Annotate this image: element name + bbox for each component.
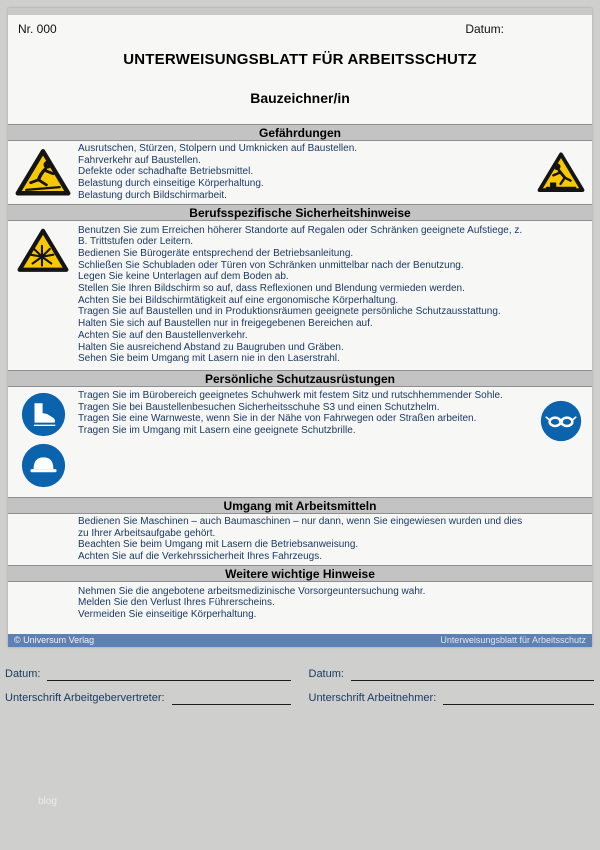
content-line: Achten Sie bei Bildschirmtätigkeit auf eine ergonomische Körperhaltung. [78, 294, 399, 306]
date-line-left [47, 668, 290, 681]
section-content-schutzausruestungen [8, 387, 592, 497]
content-line: Tragen Sie auf Baustellen und in Produktionsräumen geeignete persönliche Schutzausstattung. [78, 306, 501, 318]
content-line: Ausrutschen, Stürzen, Stolpern und Umknicken auf Baustellen. [78, 143, 358, 154]
section-content-arbeitsmittel [8, 514, 592, 565]
page-title: UNTERWEISUNGSBLATT FÜR ARBEITSSCHUTZ [123, 51, 477, 68]
content-line: Fahrverkehr auf Baustellen. [78, 154, 201, 166]
section-content-hinweise [8, 582, 592, 634]
employer-signature-line [172, 692, 291, 705]
job-title: Bauzeichner/in [250, 90, 350, 106]
employer-signature-field [5, 692, 291, 705]
document-date-label: Datum: [465, 22, 504, 36]
content-line: Vermeiden Sie einseitige Körperhaltung. [78, 609, 257, 621]
content-line: Legen Sie keine Unterlagen auf dem Boden ab. [78, 271, 289, 283]
content-line: Bedienen Sie Maschinen – auch Baumaschinen – nur dann, wenn Sie eingewiesen wurden und dies zu Ihrer Arbeitsaufgabe gehört. [78, 515, 523, 539]
trip-hazard-warning-icon [537, 151, 585, 193]
content-line: Sehen Sie beim Umgang mit Lasern nie in den Laserstrahl. [78, 353, 340, 365]
safety-boots-icon [21, 392, 66, 437]
date-label-left: Datum: [5, 668, 41, 680]
content-line: Halten Sie ausreichend Abstand zu Baugruben und Gräben. [78, 341, 344, 353]
date-field-left [5, 668, 291, 681]
date-line-right [351, 668, 594, 681]
gefaehrdungen-text [78, 143, 530, 202]
employee-signature-label: Unterschrift Arbeitnehmer: [308, 692, 437, 704]
section-header-sicherheitshinweise: Berufsspezifische Sicherheitshinweise [8, 204, 592, 221]
content-line: Bedienen Sie Bürogeräte entsprechend der Betriebsanleitung. [78, 247, 354, 259]
content-line: Tragen Sie bei Baustellenbesuchen Sicherheitsschuhe S3 und einen Schutzhelm. [78, 401, 440, 413]
section-header-gefaehrdungen: Gefährdungen [8, 124, 592, 141]
employer-signature-label: Unterschrift Arbeitgebervertreter: [5, 692, 165, 704]
footer-document-type: Unterweisungsblatt für Arbeitsschutz [440, 634, 586, 645]
eye-protection-icon [540, 400, 582, 442]
content-line: Tragen Sie im Umgang mit Lasern eine geeignete Schutzbrille. [78, 425, 356, 437]
employee-signature-line [443, 692, 594, 705]
content-line: Benutzen Sie zum Erreichen höherer Standorte auf Regalen oder Schränken geeignete Aufstiege, z. B. Trittstufen oder Leitern. [78, 224, 523, 248]
safety-helmet-icon [21, 443, 66, 488]
content-line: Tragen Sie im Bürobereich geeignetes Schuhwerk mit festem Sitz und rutschhemmender Sohle. [78, 389, 503, 401]
content-line: Belastung durch einseitige Körperhaltung. [78, 178, 264, 190]
document-header-row [8, 15, 592, 36]
content-line: Defekte oder schadhafte Betriebsmittel. [78, 166, 254, 178]
content-line: Tragen Sie eine Warnweste, wenn Sie in der Nähe von Fahrwegen oder Straßen arbeiten. [78, 413, 477, 425]
laser-warning-icon [17, 227, 69, 273]
content-line: Achten Sie auf die Verkehrssicherheit Ihres Fahrzeugs. [78, 551, 323, 563]
content-line: Halten Sie sich auf Baustellen nur in freigegebenen Bereichen auf. [78, 318, 373, 330]
content-line: Nehmen Sie die angebotene arbeitsmedizinische Vorsorgeuntersuchung wahr. [78, 585, 426, 597]
section-content-gefaehrdungen [8, 141, 592, 204]
content-line: Belastung durch Bildschirmarbeit. [78, 189, 227, 201]
date-label-right: Datum: [308, 668, 344, 680]
content-line: Achten Sie auf den Baustellenverkehr. [78, 329, 248, 341]
content-line: Schließen Sie Schubladen oder Türen von Schränken unmittelbar nach der Benutzung. [78, 259, 464, 271]
section-header-arbeitsmittel: Umgang mit Arbeitsmitteln [8, 497, 592, 514]
date-field-right [309, 668, 595, 681]
publisher-credit: © Universum Verlag [14, 634, 95, 645]
content-line: Beachten Sie beim Umgang mit Lasern die Betriebsanweisung. [78, 539, 359, 551]
watermark-text: blog [38, 796, 57, 807]
document-top-strip [8, 8, 592, 15]
schutzausruestungen-text [78, 390, 530, 494]
section-header-hinweise: Weitere wichtige Hinweise [8, 565, 592, 582]
document-number: Nr. 000 [18, 22, 57, 36]
content-line: Stellen Sie Ihren Bildschirm so auf, dass Reflexionen und Blendung vermieden werden. [78, 283, 465, 295]
content-line: Melden Sie den Verlust Ihres Führerscheins. [78, 597, 275, 609]
section-header-schutzausruestungen: Persönliche Schutzausrüstungen [8, 370, 592, 387]
slip-hazard-warning-icon [15, 147, 71, 197]
signature-area [5, 668, 594, 705]
section-content-sicherheitshinweise [8, 221, 592, 370]
arbeitsmittel-text [78, 516, 530, 563]
sicherheitshinweise-text [78, 225, 530, 365]
document-footer-bar [8, 634, 592, 647]
hinweise-text [78, 586, 530, 621]
instruction-sheet-document [8, 8, 592, 647]
employee-signature-field [309, 692, 595, 705]
